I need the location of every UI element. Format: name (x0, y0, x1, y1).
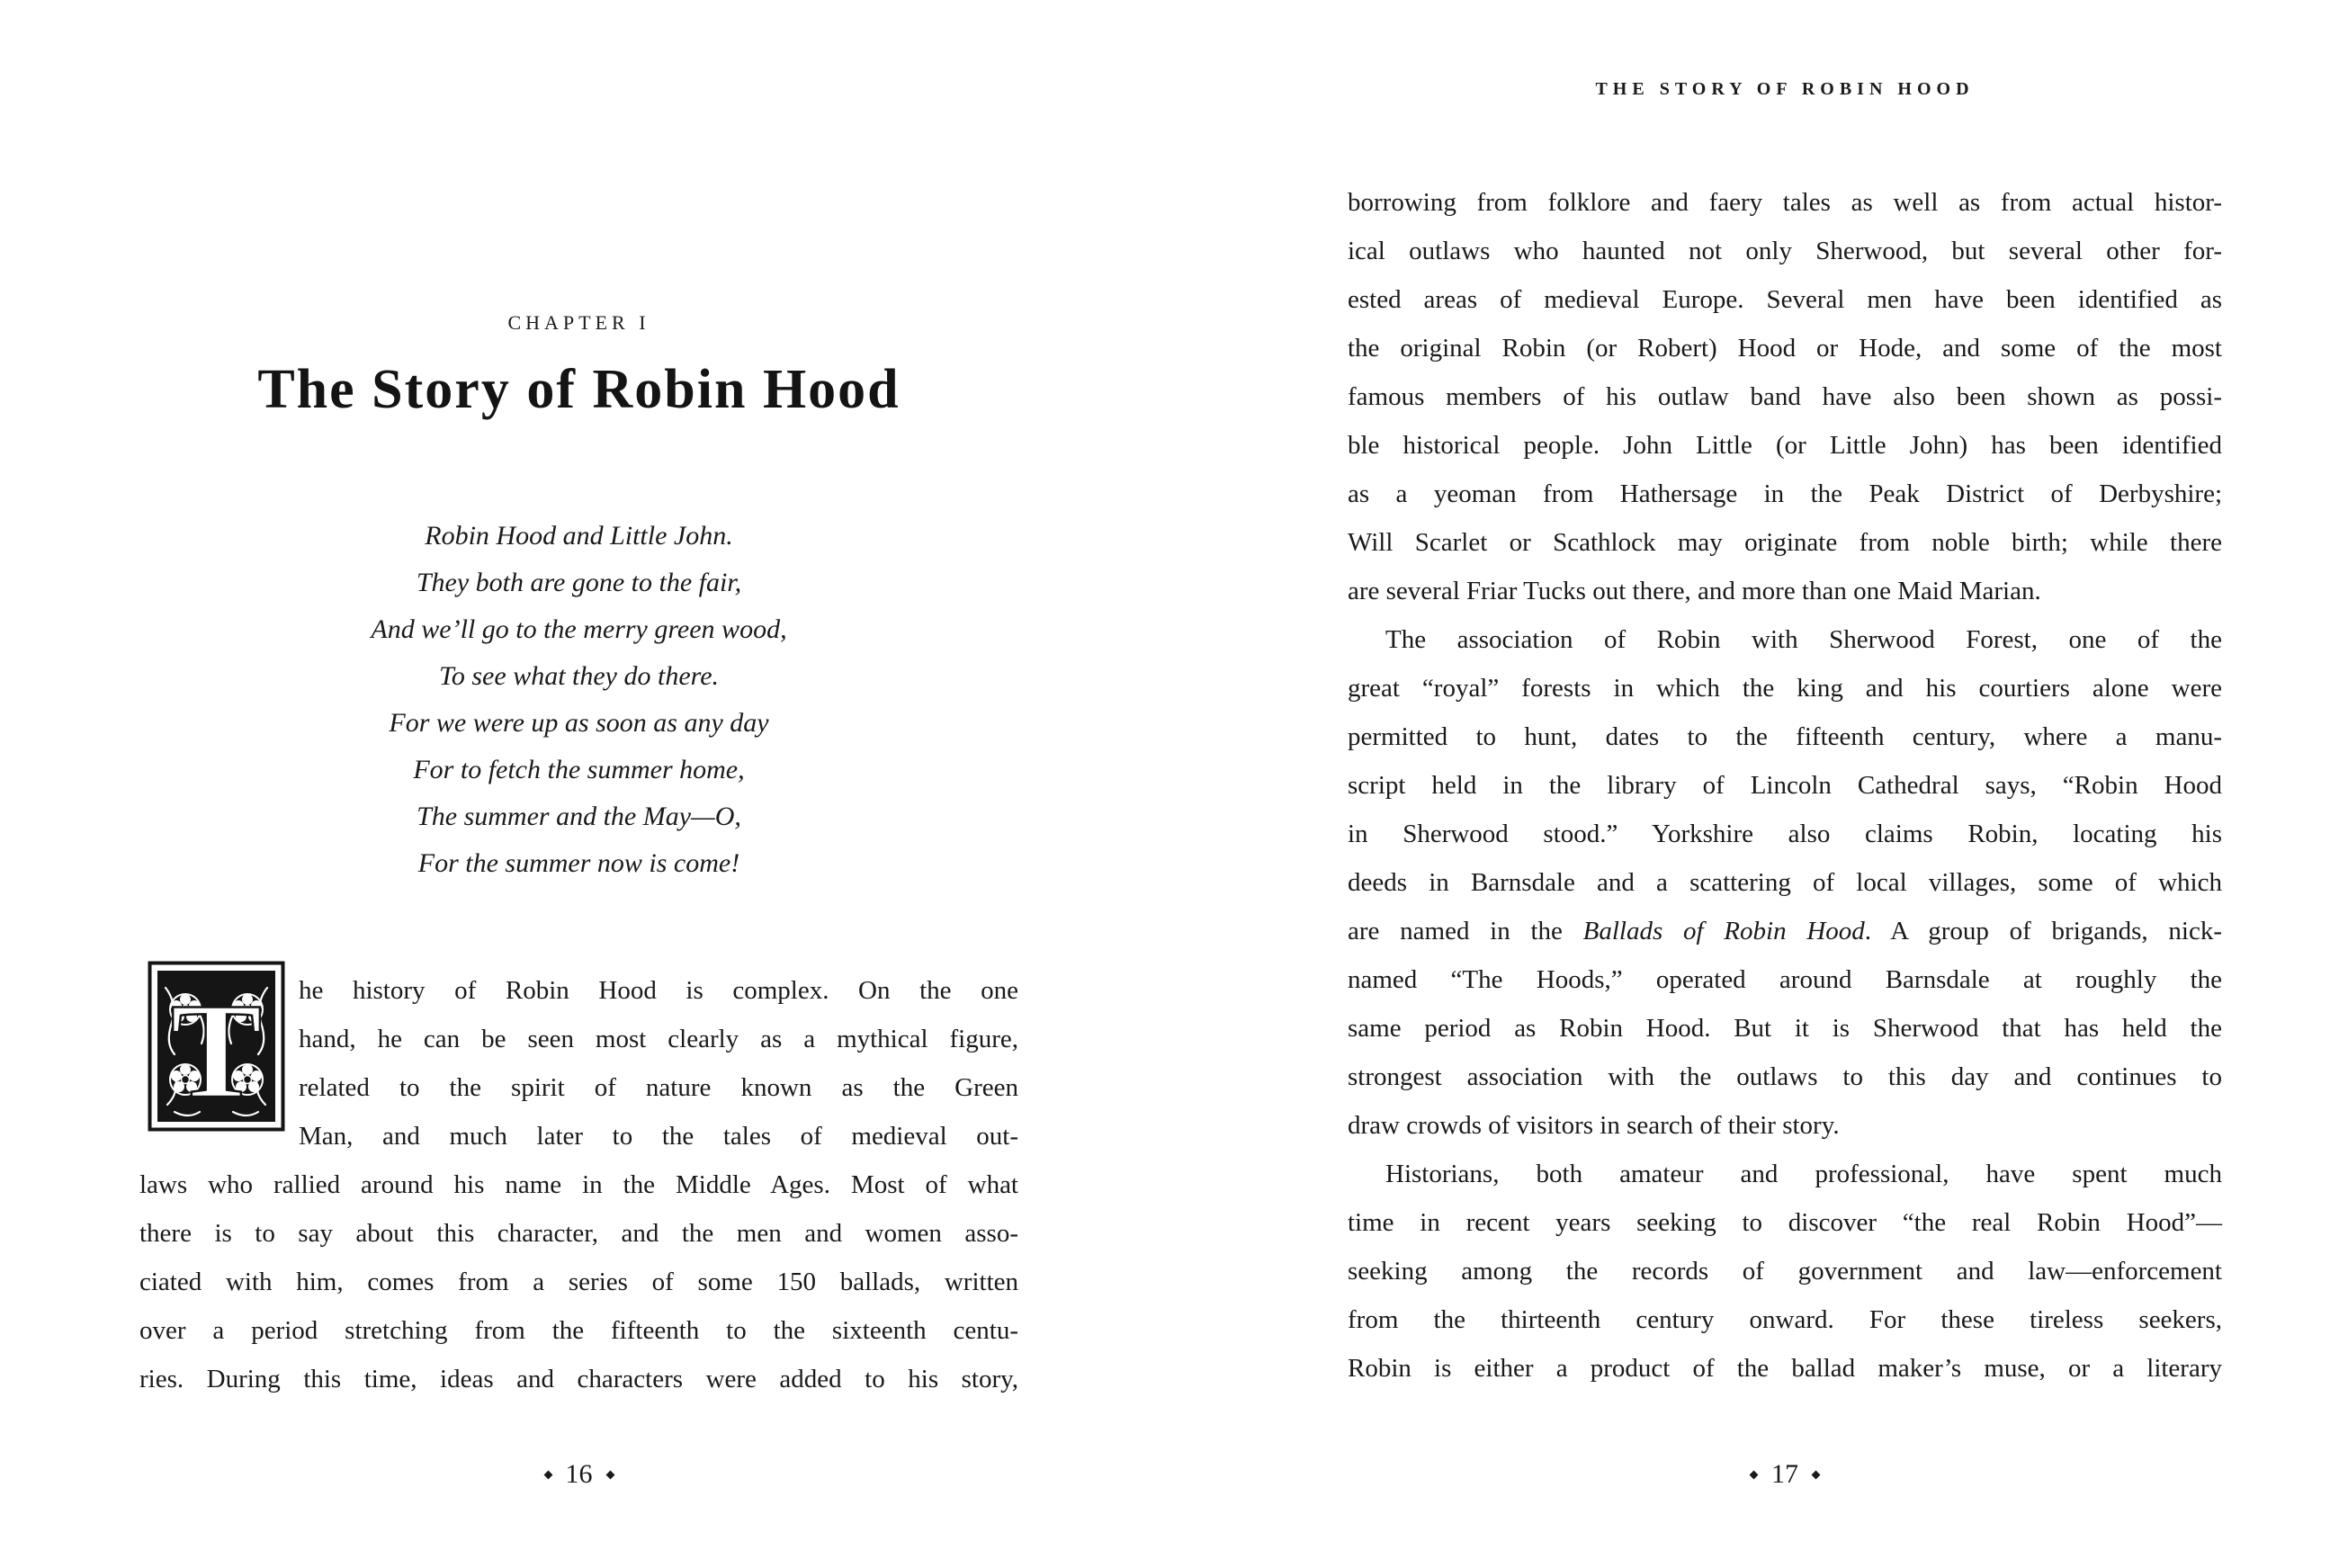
body-text-line: seeking among the records of government and law—enforcement (1348, 1257, 2222, 1286)
body-text-line: related to the spirit of nature known as the Green (299, 1073, 1018, 1102)
poem-line: For to fetch the summer home, (413, 755, 745, 784)
body-text-line: deeds in Barnsdale and a scattering of local villages, some of which (1348, 868, 2222, 897)
body-text-line: Historians, both amateur and professional, have spent much (1385, 1160, 2222, 1188)
body-text-line: ries. During this time, ideas and characters were added to his story, (139, 1365, 1018, 1393)
body-text-line: named “The Hoods,” operated around Barnsdale at roughly the (1348, 965, 2222, 994)
drop-cap-woodcut-icon (148, 961, 285, 1132)
right-page (1348, 0, 2222, 1568)
body-text-line: in Sherwood stood.” Yorkshire also claims Robin, locating his (1348, 820, 2222, 848)
chapter-label: CHAPTER I (507, 311, 650, 334)
body-text-line: ical outlaws who haunted not only Sherwood, but several other for- (1348, 237, 2222, 265)
running-header: THE STORY OF ROBIN HOOD (1595, 79, 1975, 99)
body-text-line: laws who rallied around his name in the Middle Ages. Most of what (139, 1170, 1018, 1199)
body-text-line: ble historical people. John Little (or Little John) has been identified (1348, 431, 2222, 460)
left-page (139, 0, 1018, 1568)
body-text-line: from the thirteenth century onward. For these tireless seekers, (1348, 1305, 2222, 1334)
body-text-line: time in recent years seeking to discover “the real Robin Hood”— (1348, 1208, 2222, 1237)
right-page-body (1348, 178, 2222, 1393)
poem-line: The summer and the May—O, (417, 802, 741, 831)
body-text-line: ested areas of medieval Europe. Several men have been identified as (1348, 285, 2222, 314)
body-text-line: strongest association with the outlaws to this day and continues to (1348, 1062, 2222, 1091)
chapter-title: The Story of Robin Hood (257, 359, 901, 420)
left-page-body (139, 1160, 1018, 1403)
opening-paragraph (139, 961, 1018, 1162)
body-text-line: borrowing from folklore and faery tales as well as from actual histor- (1348, 188, 2222, 217)
body-text-line: famous members of his outlaw band have also been shown as possi- (1348, 382, 2222, 411)
body-text-line: Robin is either a product of the ballad maker’s muse, or a literary (1348, 1354, 2222, 1383)
body-text-line: are several Friar Tucks out there, and more than one Maid Marian. (1348, 577, 2041, 605)
folio-dot-icon (1750, 1470, 1759, 1479)
body-text-line: hand, he can be seen most clearly as a mythical figure, (299, 1025, 1018, 1053)
body-text-line: are named in the Ballads of Robin Hood. A group of brigands, nick- (1348, 917, 2223, 945)
poem-line: To see what they do there. (438, 661, 720, 691)
body-text-line: script held in the library of Lincoln Cathedral says, “Robin Hood (1348, 771, 2222, 800)
folio-dot-icon (1812, 1470, 1821, 1479)
body-text-line: ciated with him, comes from a series of some 150 ballads, written (139, 1268, 1018, 1296)
body-text-line: great “royal” forests in which the king and his courtiers alone were (1348, 674, 2222, 703)
poem-line: For we were up as soon as any day (389, 708, 769, 738)
left-page-number (139, 1459, 1018, 1490)
folio-dot-icon (543, 1470, 552, 1479)
page-number-value: 17 (1771, 1459, 1798, 1489)
folio-dot-icon (605, 1470, 614, 1479)
body-text-line: same period as Robin Hood. But it is Sherwood that has held the (1348, 1014, 2222, 1043)
body-text-line: as a yeoman from Hathersage in the Peak District of Derbyshire; (1348, 479, 2222, 508)
poem-line: For the summer now is come! (417, 848, 740, 878)
epigraph-poem (139, 513, 1018, 887)
opening-lines (299, 966, 1018, 1160)
poem-line: And we’ll go to the merry green wood, (371, 614, 787, 644)
body-text-line: over a period stretching from the fifteenth to the sixteenth centu- (139, 1316, 1018, 1345)
ornate-drop-cap (148, 961, 285, 1132)
body-text-line: Man, and much later to the tales of medieval out- (299, 1122, 1018, 1151)
poem-line: They both are gone to the fair, (416, 568, 742, 597)
body-text-line: permitted to hunt, dates to the fifteenth century, where a manu- (1348, 722, 2222, 751)
body-text-line: there is to say about this character, and the men and women asso- (139, 1219, 1018, 1248)
right-page-number (1348, 1459, 2222, 1490)
body-text-line: draw crowds of visitors in search of their story. (1348, 1111, 1840, 1140)
body-text-line: the original Robin (or Robert) Hood or Hode, and some of the most (1348, 334, 2222, 363)
body-text-line: he history of Robin Hood is complex. On the one (299, 976, 1018, 1005)
body-text-line: Will Scarlet or Scathlock may originate from noble birth; while there (1348, 528, 2222, 557)
poem-line: Robin Hood and Little John. (425, 521, 733, 551)
body-text-line: The association of Robin with Sherwood Forest, one of the (1385, 625, 2222, 654)
svg-text:T: T (170, 975, 263, 1126)
page-number-value: 16 (565, 1459, 593, 1489)
